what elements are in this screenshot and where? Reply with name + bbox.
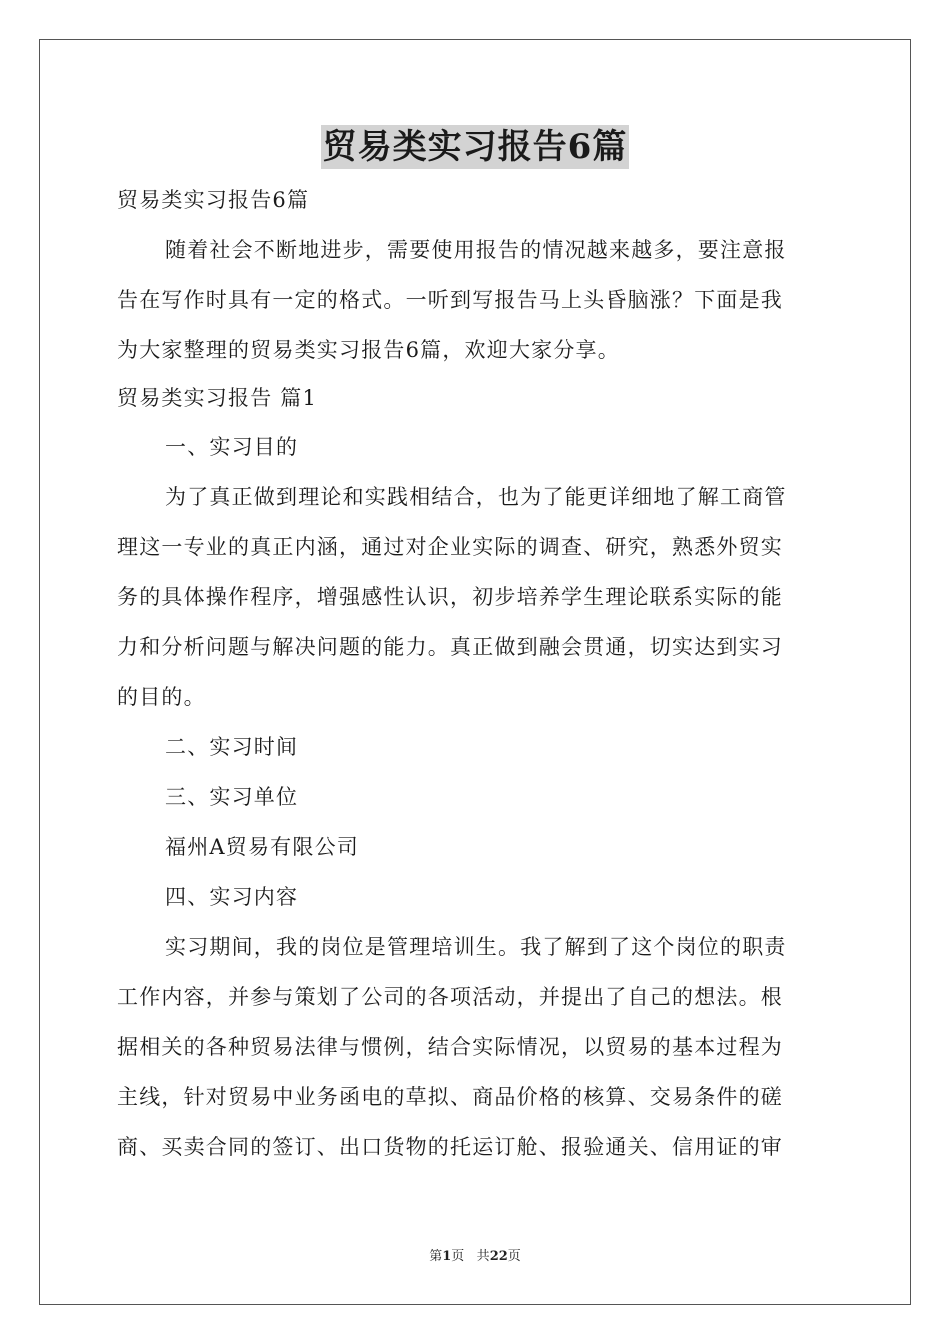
purpose-line: 理这一专业的真正内涵，通过对企业实际的调查、研究，熟悉外贸实 — [117, 535, 783, 559]
page-border — [39, 39, 911, 1305]
purpose-line: 为了真正做到理论和实践相结合，也为了能更详细地了解工商管 — [165, 485, 787, 509]
heading-time: 二、实习时间 — [165, 735, 299, 759]
content-line: 工作内容，并参与策划了公司的各项活动，并提出了自己的想法。根 — [117, 985, 783, 1009]
title-wrap — [0, 125, 950, 169]
purpose-line: 务的具体操作程序，增强感性认识，初步培养学生理论联系实际的能 — [117, 585, 783, 609]
total-suffix: 页 — [507, 1249, 521, 1264]
heading-unit: 三、实习单位 — [165, 785, 299, 809]
content-line: 商、买卖合同的签订、出口货物的托运订舱、报验通关、信用证的审 — [117, 1135, 783, 1159]
content-line: 据相关的各种贸易法律与惯例，结合实际情况，以贸易的基本过程为 — [117, 1035, 783, 1059]
heading-content: 四、实习内容 — [165, 885, 299, 909]
purpose-line: 力和分析问题与解决问题的能力。真正做到融会贯通，切实达到实习 — [117, 635, 783, 659]
total-pages: 22 — [489, 1249, 508, 1264]
total-prefix: 共 — [476, 1249, 490, 1264]
subtitle: 贸易类实习报告6篇 — [117, 188, 310, 212]
document-title: 贸易类实习报告6篇 — [322, 127, 628, 167]
company-name: 福州A贸易有限公司 — [165, 835, 359, 859]
page-suffix: 页 — [451, 1249, 465, 1264]
page-number: 1 — [442, 1249, 452, 1264]
page-prefix: 第 — [429, 1249, 443, 1264]
content-line: 实习期间，我的岗位是管理培训生。我了解到了这个岗位的职责 — [165, 935, 787, 959]
page-footer — [0, 1245, 950, 1264]
purpose-line: 的目的。 — [117, 685, 206, 709]
intro-line: 为大家整理的贸易类实习报告6篇，欢迎大家分享。 — [117, 338, 620, 362]
section-heading: 贸易类实习报告 篇1 — [117, 386, 318, 410]
heading-purpose: 一、实习目的 — [165, 435, 299, 459]
content-line: 主线，针对贸易中业务函电的草拟、商品价格的核算、交易条件的磋 — [117, 1085, 783, 1109]
intro-line: 随着社会不断地进步，需要使用报告的情况越来越多，要注意报 — [165, 238, 787, 262]
intro-line: 告在写作时具有一定的格式。一听到写报告马上头昏脑涨？下面是我 — [117, 288, 783, 312]
